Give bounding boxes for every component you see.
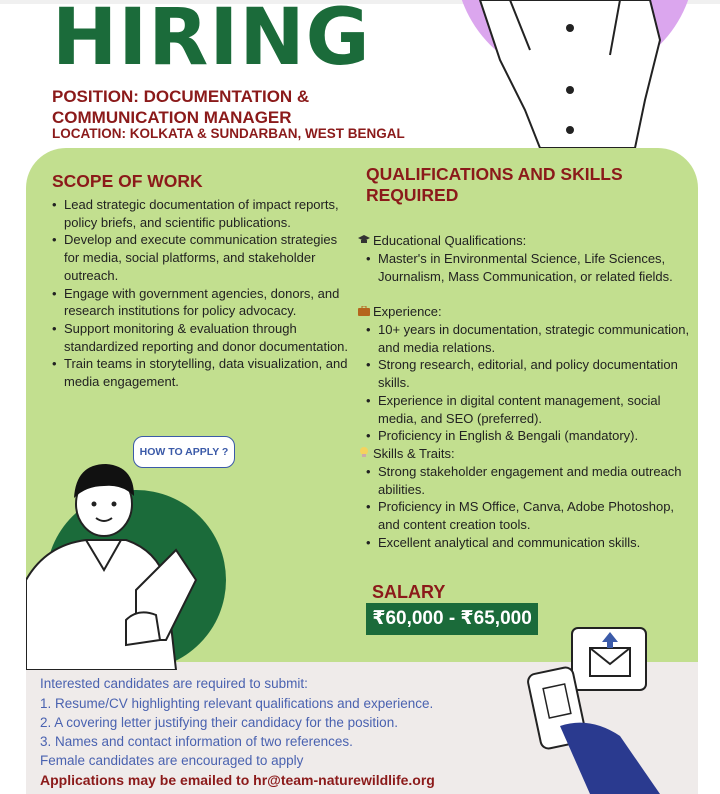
- salary-heading: SALARY: [372, 582, 446, 602]
- scope-item: • Train teams in storytelling, data visualization, and media engagement.: [50, 355, 350, 390]
- education-list: [364, 250, 690, 285]
- graduation-cap-icon: [358, 233, 370, 248]
- lightbulb-icon: [358, 446, 370, 461]
- scope-item: • Engage with government agencies, donors, and research institutions for policy advocacy.: [50, 285, 350, 320]
- experience-label-text: Experience:: [373, 304, 442, 319]
- position-line-1: POSITION: DOCUMENTATION &: [52, 87, 310, 106]
- scope-heading: SCOPE OF WORK: [52, 171, 203, 191]
- education-item: • Master's in Environmental Science, Life Sciences, Journalism, Mass Communication, or related fields.: [364, 250, 690, 285]
- footer-item: 2. A covering letter justifying their candidacy for the position.: [40, 715, 398, 730]
- experience-label: [358, 304, 442, 319]
- skills-item: • Excellent analytical and communication skills.: [364, 534, 690, 552]
- scope-list: [50, 196, 350, 391]
- location-text: LOCATION: KOLKATA & SUNDARBAN, WEST BENGAL: [52, 126, 405, 141]
- experience-item: • Strong research, editorial, and policy documentation skills.: [364, 356, 690, 391]
- scope-item: • Support monitoring & evaluation through standardized reporting and donor documentation.: [50, 320, 350, 355]
- skills-label-text: Skills & Traits:: [373, 446, 455, 461]
- briefcase-icon: [358, 304, 370, 319]
- experience-item: • Experience in digital content management, social media, and SEO (preferred).: [364, 392, 690, 427]
- how-to-apply-bubble: HOW TO APPLY ?: [133, 436, 235, 468]
- person-with-document-illustration: [26, 440, 226, 670]
- position-line-2: COMMUNICATION MANAGER: [52, 108, 292, 127]
- skills-item: • Strong stakeholder engagement and media outreach abilities.: [364, 463, 690, 498]
- footer-item: 1. Resume/CV highlighting relevant qualifications and experience.: [40, 696, 434, 711]
- skills-label: [358, 446, 455, 461]
- skills-list: [364, 463, 690, 552]
- position-title: [52, 86, 309, 128]
- footer-note: Female candidates are encouraged to apply: [40, 753, 304, 768]
- phone-envelope-illustration: [520, 626, 680, 794]
- email-line: Applications may be emailed to hr@team-naturewildlife.org: [40, 772, 435, 788]
- hiring-title: HIRING: [52, 0, 371, 83]
- footer-item: 3. Names and contact information of two references.: [40, 734, 353, 749]
- salary-range: ₹60,000 - ₹65,000: [366, 603, 538, 635]
- experience-item: • 10+ years in documentation, strategic communication, and media relations.: [364, 321, 690, 356]
- footer-intro: Interested candidates are required to submit:: [40, 676, 308, 691]
- qualifications-heading-line-1: QUALIFICATIONS AND SKILLS: [366, 164, 623, 184]
- experience-list: [364, 321, 690, 445]
- education-label: [358, 233, 526, 248]
- qualifications-heading: [366, 164, 623, 206]
- qualifications-heading-line-2: REQUIRED: [366, 185, 459, 205]
- experience-item: • Proficiency in English & Bengali (mandatory).: [364, 427, 690, 445]
- person-top-illustration: [470, 0, 670, 148]
- scope-item: • Develop and execute communication strategies for media, social platforms, and stakeholder outreach.: [50, 231, 350, 284]
- skills-item: • Proficiency in MS Office, Canva, Adobe Photoshop, and content creation tools.: [364, 498, 690, 533]
- scope-item: • Lead strategic documentation of impact reports, policy briefs, and scientific publications.: [50, 196, 350, 231]
- education-label-text: Educational Qualifications:: [373, 233, 527, 248]
